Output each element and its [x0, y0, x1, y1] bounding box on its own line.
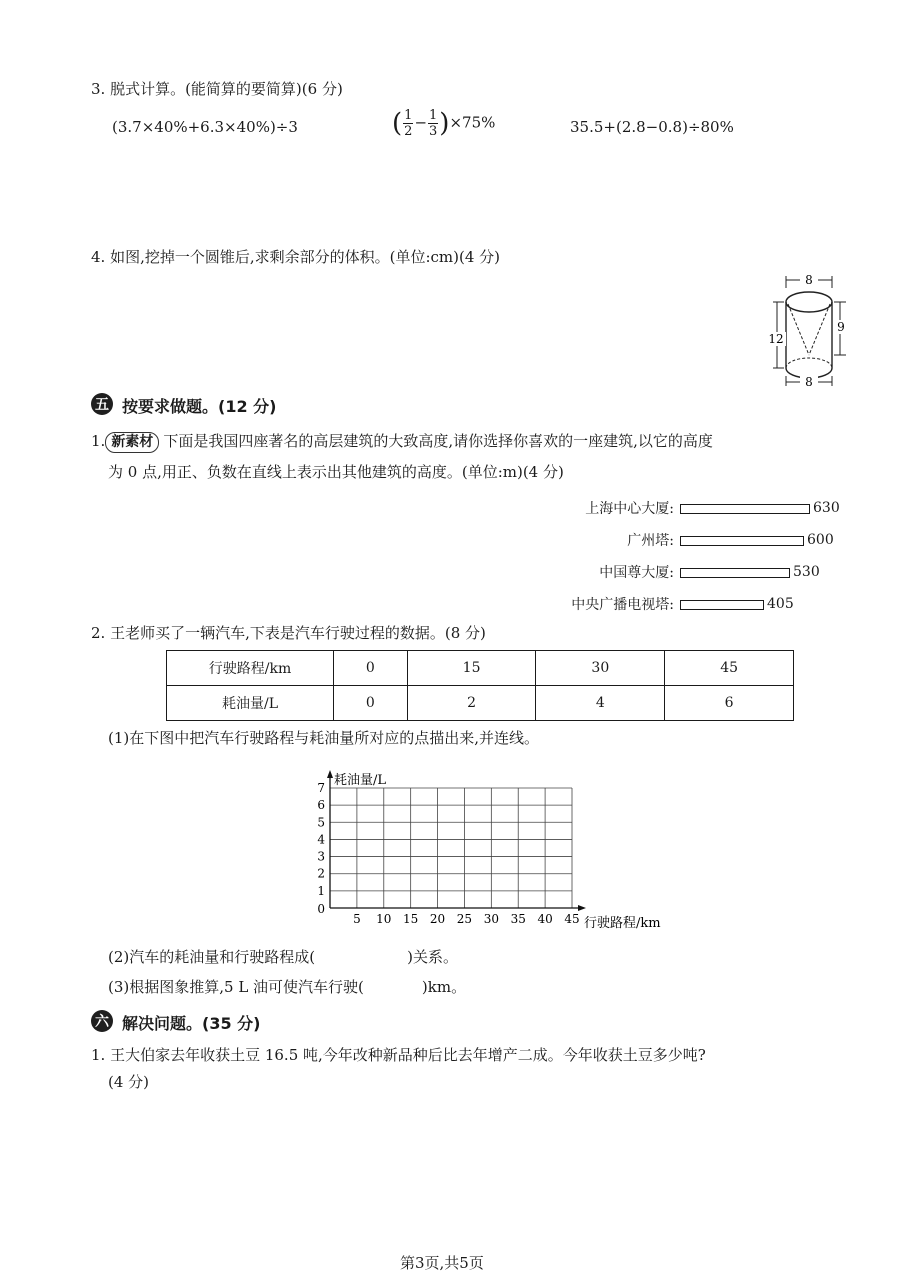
q3-expression-2: ( $\frac{1}{2}$ − $\frac{1}{3}$ )×75%	[392, 108, 496, 139]
table-cell: 45	[665, 651, 794, 686]
section-5-title: 按要求做题。(12 分)	[122, 397, 277, 416]
bottom-diameter-label: 8	[805, 375, 813, 389]
page-footer: 第3页,共5页	[400, 1254, 484, 1272]
table-cell: 30	[536, 651, 665, 686]
table-cell: 0	[334, 651, 408, 686]
y-tick-label: 3	[317, 849, 325, 864]
fraction-third: $\frac{1}{3}$	[429, 108, 438, 139]
x-axis-label: 行驶路程/km	[584, 916, 661, 931]
top-diameter-label: 8	[805, 273, 813, 287]
section-5-badge: 五	[91, 393, 113, 415]
building-height-value: 405	[767, 596, 794, 612]
x-tick-label: 30	[483, 912, 499, 926]
x-tick-label: 25	[456, 912, 473, 926]
building-name: 广州塔:	[627, 533, 674, 549]
q3-title: 3. 脱式计算。(能简算的要简算)(6 分)	[91, 80, 343, 98]
y-tick-label: 7	[317, 781, 325, 795]
s5q1-line1: 1. 新素材 下面是我国四座著名的高层建筑的大致高度,请你选择你喜欢的一座建筑,以它的高度	[91, 430, 713, 453]
s5q2-sub2: (2)汽车的耗油量和行驶路程成( )关系。	[108, 948, 458, 966]
q3-expression-3: 35.5+(2.8−0.8)÷80%	[570, 118, 734, 136]
y-tick-label: 5	[317, 815, 325, 830]
y-axis-arrow	[327, 770, 333, 778]
building-height-value: 630	[813, 500, 840, 516]
s5q2-sub1: (1)在下图中把汽车行驶路程与耗油量所对应的点描出来,并连线。	[108, 729, 540, 747]
q3-expression-1: (3.7×40%+6.3×40%)÷3	[112, 118, 298, 136]
table-row-distance	[167, 651, 794, 686]
q4-title: 4. 如图,挖掉一个圆锥后,求剩余部分的体积。(单位:cm)(4 分)	[91, 248, 501, 266]
y-tick-label: 6	[317, 798, 325, 813]
cylinder-cone-figure	[760, 272, 870, 392]
building-name: 中央广播电视塔:	[571, 597, 674, 613]
x-tick-label: 35	[510, 912, 526, 926]
building-height-bar	[680, 536, 804, 546]
x-tick-label: 5	[353, 912, 361, 926]
building-height-bar	[680, 600, 764, 610]
y-axis-label: 耗油量/L	[334, 773, 387, 788]
building-name: 中国尊大厦:	[599, 565, 674, 581]
y-tick-label: 1	[317, 883, 325, 898]
s5q2-sub3: (3)根据图象推算,5 L 油可使汽车行驶( )km。	[108, 978, 467, 996]
mileage-fuel-table	[166, 650, 794, 721]
right-paren: )	[439, 108, 450, 139]
left-paren: (	[392, 108, 403, 139]
table-cell: 2	[407, 686, 536, 721]
height-label: 12	[768, 332, 784, 346]
fuel-distance-grid-chart	[300, 756, 670, 936]
s6q1-line2: (4 分)	[108, 1073, 150, 1091]
table-cell: 15	[407, 651, 536, 686]
building-height-value: 530	[793, 564, 820, 580]
origin-label: 0	[317, 902, 325, 916]
x-axis-arrow	[578, 905, 586, 911]
table-row-fuel	[167, 686, 794, 721]
building-height-bar	[680, 504, 810, 514]
s5q1-line2: 为 0 点,用正、负数在直线上表示出其他建筑的高度。(单位:m)(4 分)	[108, 463, 564, 481]
s5q2-title: 2. 王老师买了一辆汽车,下表是汽车行驶过程的数据。(8 分)	[91, 624, 486, 642]
table-cell: 行驶路程/km	[167, 651, 334, 686]
building-height-value: 600	[807, 532, 834, 548]
section-6-title: 解决问题。(35 分)	[122, 1014, 261, 1033]
x-tick-label: 10	[376, 912, 392, 926]
x-tick-label: 20	[429, 912, 446, 926]
building-name: 上海中心大厦:	[585, 501, 674, 517]
y-tick-label: 2	[317, 866, 325, 881]
x-tick-label: 15	[403, 912, 419, 926]
s6q1-line1: 1. 王大伯家去年收获土豆 16.5 吨,今年改种新品种后比去年增产二成。今年收获土豆多少吨?	[91, 1046, 706, 1064]
y-tick-label: 4	[317, 832, 325, 847]
cone-height-label: 9	[837, 320, 845, 334]
section-6-badge: 六	[91, 1010, 113, 1032]
table-cell: 耗油量/L	[167, 686, 334, 721]
new-material-tag: 新素材	[105, 432, 159, 453]
table-cell: 6	[665, 686, 794, 721]
x-tick-label: 40	[537, 912, 553, 926]
x-tick-label: 45	[564, 912, 580, 926]
table-cell: 0	[334, 686, 408, 721]
fraction-half: $\frac{1}{2}$	[404, 108, 413, 139]
table-cell: 4	[536, 686, 665, 721]
building-height-bar	[680, 568, 790, 578]
